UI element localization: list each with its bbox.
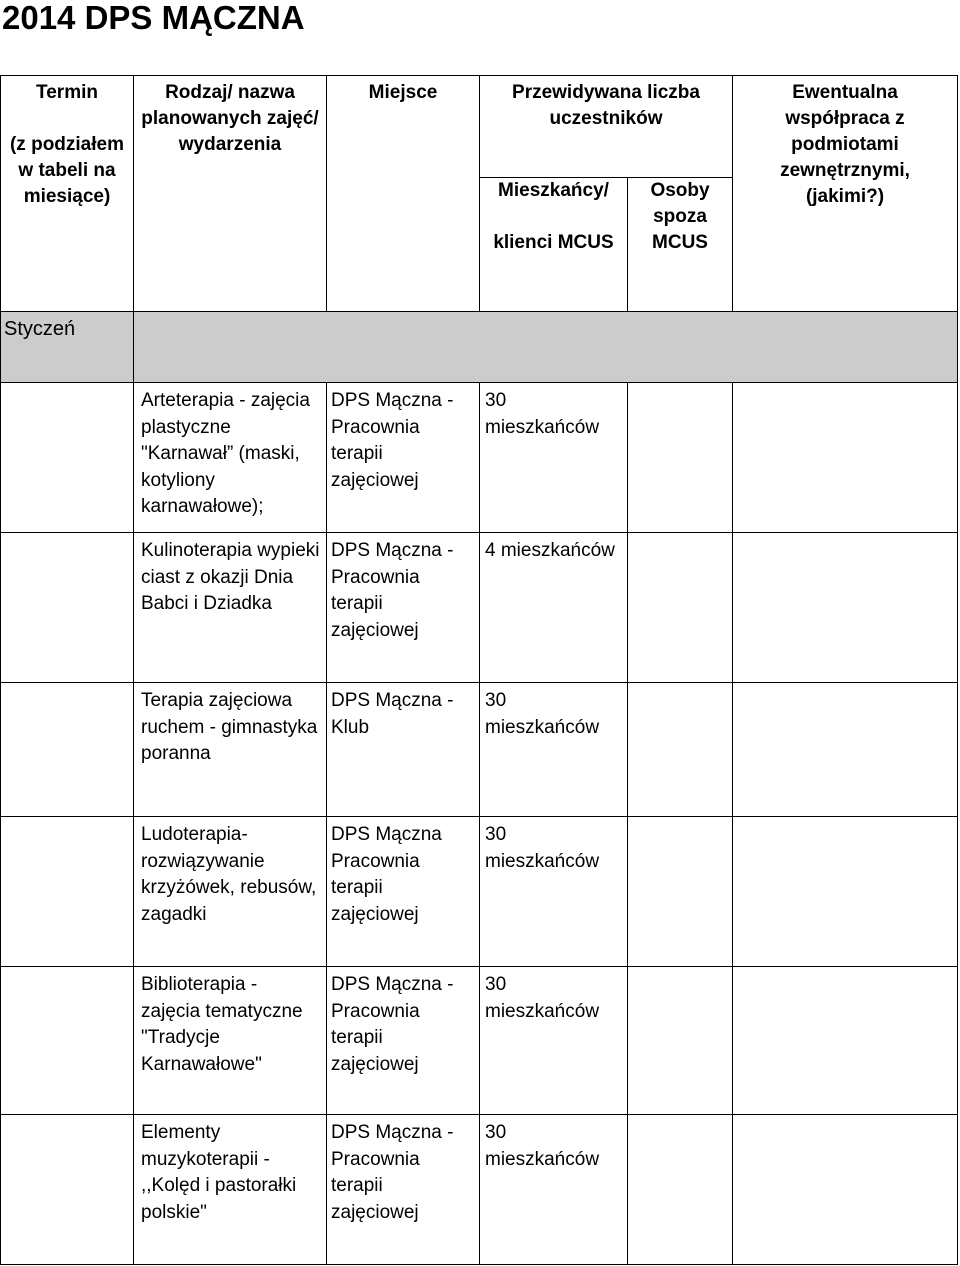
- residents-cell: [480, 967, 628, 1115]
- place-cell: [327, 533, 480, 683]
- activity-residents: 30 mieszkańców: [485, 690, 600, 738]
- header-mieszkancy-line2: klienci MCUS: [493, 232, 614, 253]
- header-rodzaj-label: Rodzaj/ nazwa planowanych zajęć/ wydarzenia: [141, 82, 319, 155]
- cooperation-cell: [733, 383, 958, 533]
- header-osoby: [628, 178, 733, 312]
- activity-name: Arteterapia - zajęcia plastyczne "Karnawał” (maski, kotyliony karnawałowe);: [141, 390, 310, 517]
- header-row: [1, 76, 958, 178]
- header-miejsce-label: Miejsce: [368, 82, 438, 103]
- activity-row: [1, 1115, 958, 1265]
- header-rodzaj: [134, 76, 327, 312]
- residents-cell: [480, 383, 628, 533]
- outsiders-cell: [628, 683, 733, 817]
- cooperation-cell: [733, 1115, 958, 1265]
- activity-name: Kulinoterapia wypieki ciast z okazji Dnia Babci i Dziadka: [141, 540, 320, 614]
- activity-place: DPS Mączna - Pracownia terapii zajęciowej: [331, 1122, 454, 1223]
- header-osoby-label: Osoby spoza MCUS: [650, 180, 710, 253]
- activity-name: Terapia zajęciowa ruchem - gimnastyka poranna: [141, 690, 318, 764]
- outsiders-cell: [628, 967, 733, 1115]
- activity-cell: [134, 817, 327, 967]
- header-termin-note: (z podziałem w tabeli na miesiące): [9, 134, 124, 207]
- place-cell: [327, 1115, 480, 1265]
- activity-residents: 30 mieszkańców: [485, 390, 600, 438]
- schedule-table: [0, 75, 958, 1265]
- header-wspolpraca-label: Ewentualna współpraca z podmiotami zewnętrznymi, (jakimi?): [780, 82, 910, 207]
- outsiders-cell: [628, 383, 733, 533]
- cooperation-cell: [733, 817, 958, 967]
- activity-name: Biblioterapia - zajęcia tematyczne "Tradycje Karnawałowe": [141, 974, 303, 1075]
- activity-place: DPS Mączna - Pracownia terapii zajęciowej: [331, 390, 454, 491]
- term-cell: [1, 383, 134, 533]
- activity-cell: [134, 967, 327, 1115]
- activity-row: [1, 533, 958, 683]
- residents-cell: [480, 533, 628, 683]
- activity-residents: 30 mieszkańców: [485, 824, 600, 872]
- activity-place: DPS Mączna Pracownia terapii zajęciowej: [331, 824, 442, 925]
- cooperation-cell: [733, 683, 958, 817]
- place-cell: [327, 817, 480, 967]
- cooperation-cell: [733, 967, 958, 1115]
- place-cell: [327, 383, 480, 533]
- activity-row: [1, 683, 958, 817]
- activity-cell: [134, 683, 327, 817]
- activity-row: [1, 383, 958, 533]
- header-termin-label: Termin: [36, 82, 98, 103]
- header-liczba-label: Przewidywana liczba uczestników: [512, 82, 700, 129]
- activity-row: [1, 817, 958, 967]
- residents-cell: [480, 817, 628, 967]
- month-row: [1, 312, 958, 383]
- activity-row: [1, 967, 958, 1115]
- header-mieszkancy-line1: Mieszkańcy/: [498, 180, 609, 201]
- activity-name: Elementy muzykoterapii - ,,Kolęd i pastorałki polskie": [141, 1122, 297, 1223]
- place-cell: [327, 683, 480, 817]
- activity-cell: [134, 1115, 327, 1265]
- outsiders-cell: [628, 1115, 733, 1265]
- header-mieszkancy: [480, 178, 628, 312]
- activity-place: DPS Mączna - Klub: [331, 690, 454, 738]
- outsiders-cell: [628, 817, 733, 967]
- activity-place: DPS Mączna - Pracownia terapii zajęciowej: [331, 974, 454, 1075]
- header-liczba: [480, 76, 733, 178]
- page-title: 2014 DPS MĄCZNA: [2, 0, 305, 36]
- residents-cell: [480, 683, 628, 817]
- activity-cell: [134, 533, 327, 683]
- activity-residents: 4 mieszkańców: [485, 540, 615, 561]
- activity-residents: 30 mieszkańców: [485, 974, 600, 1022]
- month-name: Styczeń: [4, 318, 76, 340]
- header-miejsce: [327, 76, 480, 312]
- activity-residents: 30 mieszkańców: [485, 1122, 600, 1170]
- activity-cell: [134, 383, 327, 533]
- header-wspolpraca: [733, 76, 958, 312]
- header-termin: [1, 76, 134, 312]
- activity-place: DPS Mączna - Pracownia terapii zajęciowej: [331, 540, 454, 641]
- month-fill: [134, 312, 958, 383]
- term-cell: [1, 533, 134, 683]
- month-cell: [1, 312, 134, 383]
- activity-name: Ludoterapia- rozwiązywanie krzyżówek, rebusów, zagadki: [141, 824, 317, 925]
- term-cell: [1, 1115, 134, 1265]
- cooperation-cell: [733, 533, 958, 683]
- residents-cell: [480, 1115, 628, 1265]
- term-cell: [1, 967, 134, 1115]
- place-cell: [327, 967, 480, 1115]
- term-cell: [1, 683, 134, 817]
- term-cell: [1, 817, 134, 967]
- outsiders-cell: [628, 533, 733, 683]
